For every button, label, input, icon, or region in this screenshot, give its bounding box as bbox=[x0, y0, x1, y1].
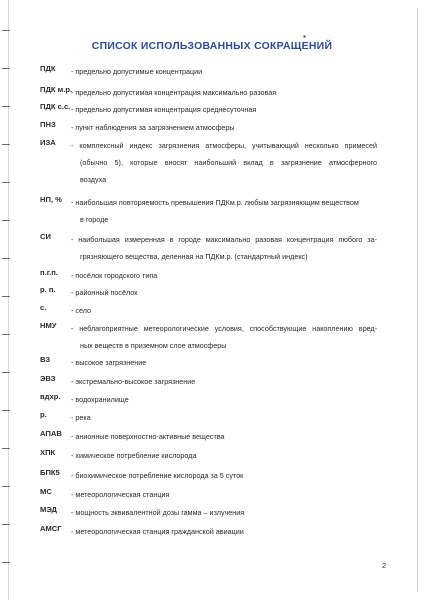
definition-line: - экстремально-высокое загрязнение bbox=[71, 377, 196, 386]
abbreviation-term: БПК5 bbox=[40, 468, 60, 477]
definition-line: - наибольшая повторяемость превышения ПДКм.р. любым загрязняющим веществом bbox=[71, 198, 359, 207]
abbreviation-definition bbox=[71, 354, 377, 371]
definition-line: (обычно 5), которые вносят наибольший вклад в загрязнение атмосферного bbox=[80, 158, 377, 167]
definition-line: в городе bbox=[80, 215, 109, 224]
page-number: 2 bbox=[382, 561, 387, 570]
abbreviation-term: ХПК bbox=[40, 448, 56, 457]
definition-line: - неблагоприятные метеорологические условия, способствующие накоплению вред- bbox=[71, 324, 377, 333]
abbreviation-definition bbox=[71, 467, 377, 484]
abbreviation-term: МЭД bbox=[40, 505, 57, 514]
definition-line: - химическое потребление кислорода bbox=[71, 451, 197, 460]
abbreviation-term: ПДК bbox=[40, 64, 56, 73]
definition-line: - метеорологическая станция гражданской авиации bbox=[71, 527, 244, 536]
abbreviation-term: вдхр. bbox=[40, 392, 61, 401]
definition-line: - посёлок городского типа bbox=[71, 271, 158, 280]
definition-line: - водохранилище bbox=[71, 395, 129, 404]
definition-line: ных веществ в приземном слое атмосферы bbox=[80, 341, 227, 350]
abbreviation-definition bbox=[71, 231, 377, 265]
definition-line: - мощность эквивалентной дозы гамма – излучения bbox=[71, 508, 245, 517]
abbreviation-definition bbox=[71, 267, 377, 284]
abbreviation-definition bbox=[71, 284, 377, 301]
abbreviation-definition bbox=[71, 486, 377, 503]
abbreviation-term: п.г.п. bbox=[40, 268, 58, 277]
abbreviation-definition bbox=[71, 320, 377, 354]
abbreviation-term: р. bbox=[40, 410, 47, 419]
definition-line: - предельно допустимые концентрации bbox=[71, 67, 203, 76]
definition-line: - биохимическое потребление кислорода за 5 суток bbox=[71, 471, 244, 480]
abbreviation-definition bbox=[71, 63, 377, 80]
abbreviation-definition bbox=[71, 101, 377, 118]
definition-line: - предельно допустимая концентрация максимально разовая bbox=[71, 88, 277, 97]
abbreviation-term: НП, % bbox=[40, 195, 62, 204]
abbreviation-definition bbox=[71, 302, 377, 319]
definition-line: - анионные поверхностно-активные вещества bbox=[71, 432, 225, 441]
abbreviation-definition bbox=[71, 119, 377, 136]
definition-line: грязняющего вещества, деленная на ПДКм.р. (стандартный индекс) bbox=[80, 252, 308, 261]
abbreviation-definition bbox=[71, 84, 377, 101]
page-title: СПИСОК ИСПОЛЬЗОВАННЫХ СОКРАЩЕНИЙ bbox=[91, 41, 333, 52]
abbreviation-term: ПНЗ bbox=[40, 120, 56, 129]
definition-line: воздуха bbox=[80, 175, 107, 184]
abbreviation-term: ВЗ bbox=[40, 355, 51, 364]
abbreviation-definition bbox=[71, 391, 377, 408]
abbreviation-term: МС bbox=[40, 487, 52, 496]
abbreviation-term: НМУ bbox=[40, 321, 57, 330]
stray-mark: ▪ bbox=[303, 32, 306, 41]
definition-line: - наибольшая измеренная в городе максимально разовая концентрация любого за- bbox=[71, 235, 377, 244]
abbreviation-term: АМСГ bbox=[40, 524, 62, 533]
abbreviation-term: ЭВЗ bbox=[40, 374, 56, 383]
abbreviation-definition bbox=[71, 194, 377, 228]
definition-line: - село bbox=[71, 306, 92, 315]
abbreviation-definition bbox=[71, 447, 377, 464]
abbreviation-definition bbox=[71, 504, 377, 521]
abbreviation-definition bbox=[71, 428, 377, 445]
definition-line: - предельно допустимая концентрация среднесуточная bbox=[71, 105, 257, 114]
abbreviation-term: р. п. bbox=[40, 285, 56, 294]
abbreviation-term: ПДК м.р. bbox=[40, 85, 73, 94]
abbreviation-term: ИЗА bbox=[40, 138, 56, 147]
definition-line: - метеорологическая станция bbox=[71, 490, 170, 499]
definition-line: - высокое загрязнение bbox=[71, 358, 147, 367]
abbreviation-term: АПАВ bbox=[40, 429, 62, 438]
definition-line: - река bbox=[71, 413, 91, 422]
definition-line: - комплексный индекс загрязнения атмосферы, учитывающий несколько примесей bbox=[71, 141, 377, 150]
abbreviation-term: с. bbox=[40, 303, 47, 312]
abbreviation-definition bbox=[71, 137, 377, 188]
definition-line: - районный посёлок bbox=[71, 288, 138, 297]
abbreviation-definition bbox=[71, 373, 377, 390]
definition-line: - пункт наблюдения за загрязнением атмосферы bbox=[71, 123, 235, 132]
abbreviation-definition bbox=[71, 409, 377, 426]
abbreviation-definition bbox=[71, 523, 377, 540]
abbreviation-term: СИ bbox=[40, 232, 51, 241]
abbreviation-term: ПДК с.с. bbox=[40, 102, 71, 111]
